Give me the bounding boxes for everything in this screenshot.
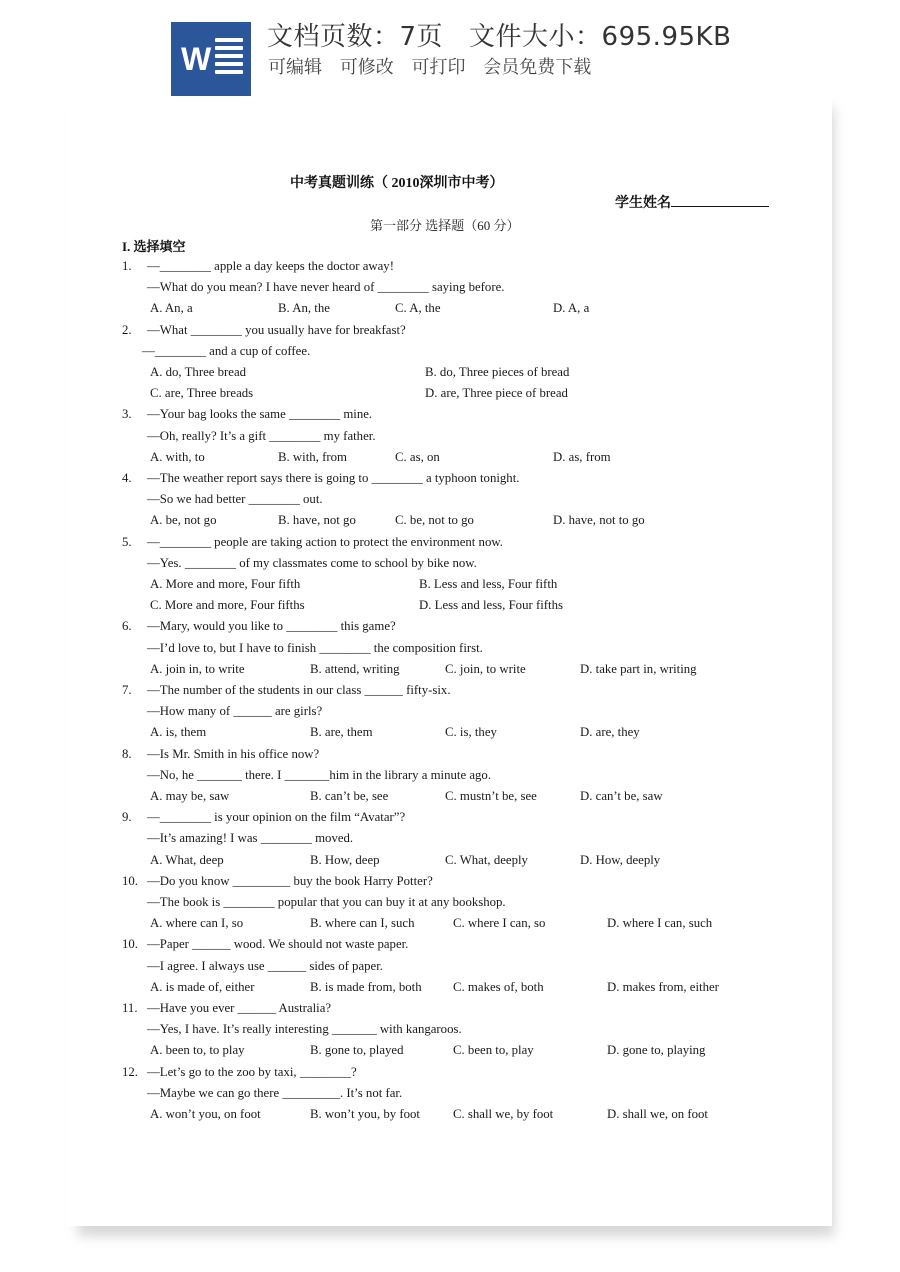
question-text: —So we had better ________ out.	[147, 492, 323, 507]
answer-option: A. An, a	[150, 301, 193, 316]
question-number: 9.	[122, 810, 132, 825]
answer-option: A. What, deep	[150, 852, 224, 867]
answer-option: A. join in, to write	[150, 661, 245, 676]
answer-option: C. been to, play	[453, 1043, 534, 1058]
answer-option: D. A, a	[553, 301, 590, 316]
feature-tags	[268, 55, 603, 81]
answer-option: C. are, Three breads	[150, 386, 254, 401]
answer-option: B. are, them	[310, 725, 373, 740]
answer-option: B. An, the	[278, 301, 330, 316]
question-number: 2.	[122, 322, 132, 337]
question-number: 1.	[122, 259, 132, 273]
question-text: —No, he _______ there. I _______him in the library a minute ago.	[147, 767, 492, 782]
question-text: —________ apple a day keeps the doctor away!	[147, 259, 394, 273]
question-text: —I’d love to, but I have to finish ________ the composition first.	[147, 640, 483, 655]
answer-option: C. be, not to go	[395, 513, 474, 528]
file-size: 文件大小：695.95KB	[469, 22, 732, 52]
question-text: —How many of ______ are girls?	[147, 704, 323, 719]
answer-option: C. as, on	[395, 449, 440, 464]
question-text: —Yes, I have. It’s really interesting _______ with kangaroos.	[147, 1022, 462, 1037]
question-number: 4.	[122, 471, 132, 485]
question-text: —I agree. I always use ______ sides of paper.	[147, 958, 383, 973]
word-document-icon	[171, 22, 251, 96]
answer-option: C. is, they	[445, 725, 497, 740]
answer-option: B. Less and less, Four fifth	[419, 577, 558, 591]
question-text: —The number of the students in our class ______ fifty-six.	[147, 683, 451, 697]
answer-option: B. won’t you, by foot	[310, 1107, 420, 1121]
answer-option: A. may be, saw	[150, 789, 230, 803]
question-text: —It’s amazing! I was ________ moved.	[147, 831, 354, 846]
answer-option: B. can’t be, see	[310, 789, 389, 803]
answer-option: D. How, deeply	[580, 852, 661, 867]
question-number: 8.	[122, 746, 132, 761]
question-text: —Have you ever ______ Australia?	[147, 1001, 332, 1015]
question-text: —________ and a cup of coffee.	[142, 343, 311, 358]
answer-option: B. How, deep	[310, 852, 380, 867]
question-text: —________ is your opinion on the film “Avatar”?	[147, 810, 406, 825]
answer-option: C. makes of, both	[453, 979, 544, 994]
question-text: —Is Mr. Smith in his office now?	[147, 746, 320, 761]
file-info-title	[267, 20, 731, 54]
answer-option: D. are, they	[580, 725, 640, 740]
question-text: —Paper ______ wood. We should not waste paper.	[147, 937, 409, 952]
question-number: 5.	[122, 534, 132, 549]
answer-option: B. attend, writing	[310, 661, 400, 676]
answer-option: A. with, to	[150, 449, 205, 464]
answer-option: C. join, to write	[445, 661, 526, 676]
answer-option: B. is made from, both	[310, 979, 422, 994]
answer-option: D. shall we, on foot	[607, 1107, 708, 1121]
answer-option: A. won’t you, on foot	[150, 1107, 261, 1121]
question-number: 12.	[122, 1064, 138, 1079]
question-text: —Do you know _________ buy the book Harry Potter?	[147, 873, 433, 888]
answer-option: C. More and more, Four fifths	[150, 598, 305, 613]
question-number: 6.	[122, 619, 132, 634]
answer-option: D. Less and less, Four fifths	[419, 598, 563, 613]
question-text: —What do you mean? I have never heard of ________ saying before.	[147, 280, 505, 295]
question-text: —Mary, would you like to ________ this game?	[147, 619, 396, 634]
answer-option: D. makes from, either	[607, 979, 719, 994]
answer-option: D. gone to, playing	[607, 1043, 706, 1058]
question-text: —Yes. ________ of my classmates come to school by bike now.	[147, 555, 477, 570]
answer-option: B. where can I, such	[310, 916, 415, 931]
answer-option: A. More and more, Four fifth	[150, 577, 301, 591]
answer-option: A. be, not go	[150, 513, 217, 528]
page-count: 文档页数：7页	[267, 22, 444, 52]
question-number: 10.	[122, 937, 138, 952]
part-heading: 第一部分 选择题（60 分）	[370, 218, 520, 233]
question-number: 3.	[122, 407, 132, 422]
answer-option: D. can’t be, saw	[580, 789, 663, 803]
answer-option: C. where I can, so	[453, 916, 546, 931]
question-text: —What ________ you usually have for breakfast?	[147, 322, 406, 337]
tag-printable: 可打印	[411, 57, 466, 78]
download-banner	[0, 0, 900, 96]
answer-option: D. as, from	[553, 449, 611, 464]
document-title: 中考真题训练（ 2010深圳市中考）	[290, 176, 504, 191]
student-name-label: 学生姓名	[615, 196, 671, 211]
question-number: 10.	[122, 873, 138, 888]
answer-option: C. shall we, by foot	[453, 1107, 554, 1121]
question-text: —The book is ________ popular that you can buy it at any bookshop.	[147, 895, 506, 909]
answer-option: D. have, not to go	[553, 513, 645, 528]
answer-option: B. have, not go	[278, 513, 356, 528]
student-name-field	[615, 192, 769, 212]
question-text: —Oh, really? It’s a gift ________ my father.	[147, 428, 376, 443]
tag-free-download: 会员免费下载	[483, 57, 592, 78]
answer-option: A. do, Three bread	[150, 365, 247, 379]
answer-option: A. is made of, either	[150, 979, 255, 994]
name-blank	[671, 194, 769, 207]
question-text: —Let’s go to the zoo by taxi, ________?	[147, 1064, 357, 1079]
question-text: —The weather report says there is going to ________ a typhoon tonight.	[147, 471, 520, 485]
answer-option: A. is, them	[150, 725, 207, 740]
question-text: —Maybe we can go there _________. It’s not far.	[147, 1085, 403, 1100]
section-heading: I. 选择填空	[122, 239, 186, 254]
answer-option: D. where I can, such	[607, 916, 713, 931]
answer-option: C. mustn’t be, see	[445, 789, 537, 803]
question-text: —Your bag looks the same ________ mine.	[147, 407, 373, 422]
word-letter: W	[181, 41, 212, 77]
answer-option: D. are, Three piece of bread	[425, 386, 568, 401]
answer-option: C. A, the	[395, 301, 441, 316]
answer-option: D. take part in, writing	[580, 661, 697, 676]
answer-option: A. where can I, so	[150, 916, 244, 931]
answer-option: B. do, Three pieces of bread	[425, 365, 570, 379]
answer-option: B. with, from	[278, 449, 347, 464]
question-number: 7.	[122, 683, 132, 697]
answer-option: A. been to, to play	[150, 1043, 245, 1058]
tag-modifiable: 可修改	[339, 57, 394, 78]
answer-option: C. What, deeply	[445, 852, 528, 867]
answer-option: B. gone to, played	[310, 1043, 404, 1058]
question-text: —________ people are taking action to protect the environment now.	[147, 534, 503, 549]
tag-editable: 可编辑	[268, 57, 322, 78]
question-number: 11.	[122, 1001, 138, 1015]
